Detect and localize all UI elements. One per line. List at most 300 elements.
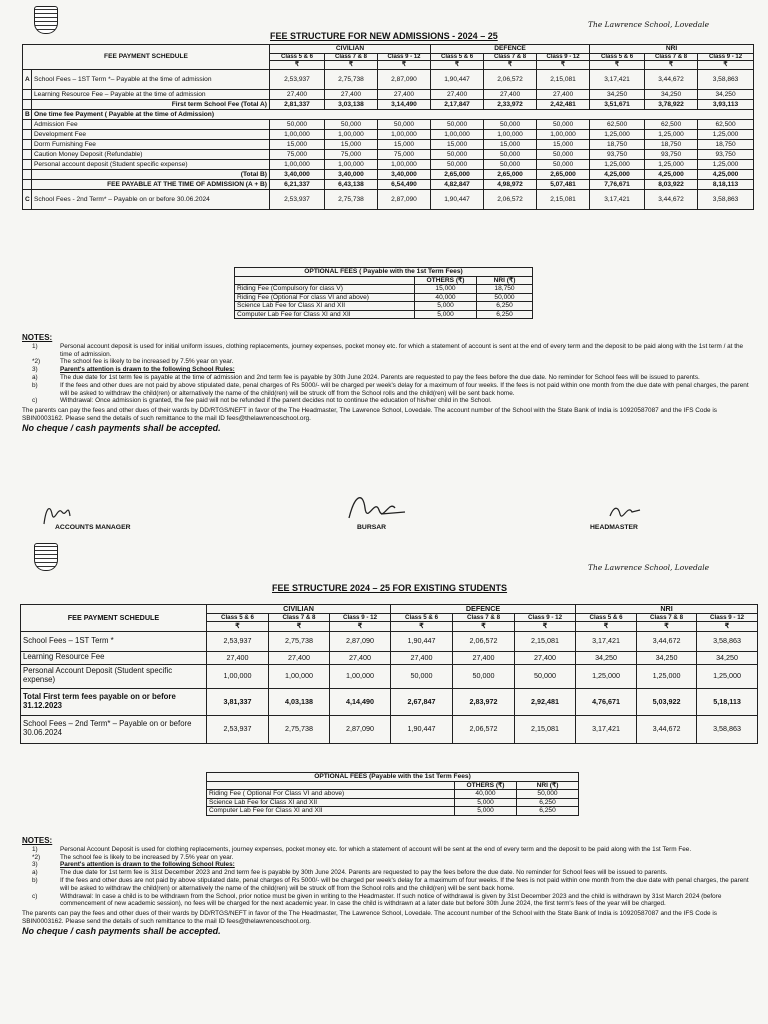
note-number: b): [32, 877, 38, 884]
class-header: Class 7 & 8: [645, 53, 698, 61]
fee-value: 3,44,672: [637, 715, 697, 743]
fee-value: 3,40,000: [325, 170, 378, 180]
fee-value: 27,400: [378, 90, 431, 100]
note-text: Parent's attention is drawn to the following School Rules:: [60, 366, 235, 374]
nri-header: NRI (₹): [517, 781, 579, 790]
optional-fee-row: [235, 285, 533, 294]
currency-cell: ₹: [431, 61, 484, 70]
optional-fee-label: Computer Lab Fee for Class XI and XII: [207, 807, 455, 816]
optional-fee-nri: 6,250: [477, 302, 533, 311]
class-header: Class 7 & 8: [269, 614, 330, 622]
currency-cell: ₹: [537, 61, 590, 70]
optional-blank: [235, 276, 415, 285]
currency-cell: ₹: [207, 622, 269, 631]
fee-value: 50,000: [378, 120, 431, 130]
optional-fee-others: 40,000: [415, 293, 477, 302]
row-marker: [23, 130, 32, 140]
note-item: [22, 382, 752, 398]
note-text: Withdrawal: Once admission is granted, the fee paid will not be refunded if the parent decides not to continue the education of his/her child in the School.: [60, 397, 492, 405]
fee-value: 1,90,447: [391, 715, 453, 743]
fee-value: 1,00,000: [330, 664, 391, 688]
optional-fee-label: Computer Lab Fee for Class XI and XII: [235, 310, 415, 319]
fee-value: 27,400: [269, 651, 330, 664]
row-marker: [23, 170, 32, 180]
row-label: Personal Account Deposit (Student specific expense): [21, 664, 207, 688]
schedule-header: FEE PAYMENT SCHEDULE: [23, 45, 270, 70]
fee-value: 2,75,738: [269, 715, 330, 743]
fee-row: [23, 150, 754, 160]
fee-value: 62,500: [698, 120, 754, 130]
fee-row: [23, 70, 754, 90]
existing-students-notes: [22, 836, 752, 937]
row-label: Caution Money Deposit (Refundable): [32, 150, 270, 160]
fee-value: 15,000: [270, 140, 325, 150]
headmaster-signature: [606, 500, 646, 522]
fee-row: [23, 120, 754, 130]
fee-value: 1,00,000: [537, 130, 590, 140]
fee-value: 1,00,000: [484, 130, 537, 140]
fee-value: 62,500: [590, 120, 645, 130]
fee-value: 3,44,672: [645, 70, 698, 90]
fee-value: 5,07,481: [537, 180, 590, 190]
currency-cell: ₹: [269, 622, 330, 631]
note-number: b): [32, 381, 38, 389]
new-admissions-optional-fees-table: [234, 267, 533, 319]
fee-value: 27,400: [325, 90, 378, 100]
note-item: [22, 877, 752, 893]
fee-value: 3,17,421: [576, 631, 637, 651]
fee-value: 4,25,000: [698, 170, 754, 180]
fee-value: 3,78,922: [645, 100, 698, 110]
row-marker: [23, 90, 32, 100]
headmaster-label: HEADMASTER: [590, 524, 638, 531]
note-item: [22, 854, 752, 862]
fee-value: 1,00,000: [325, 130, 378, 140]
fee-value: 1,25,000: [698, 130, 754, 140]
row-marker: [23, 150, 32, 160]
fee-value: 2,06,572: [484, 70, 537, 90]
note-item: [22, 374, 752, 382]
fee-value: 3,44,672: [637, 631, 697, 651]
class-header: Class 7 & 8: [325, 53, 378, 61]
fee-value: 2,87,090: [378, 190, 431, 210]
fee-value: 1,25,000: [645, 160, 698, 170]
fee-row: [21, 715, 758, 743]
fee-row: [23, 140, 754, 150]
currency-cell: ₹: [645, 61, 698, 70]
fee-value: 2,33,972: [484, 100, 537, 110]
fee-value: 1,25,000: [698, 160, 754, 170]
note-item: [22, 343, 752, 359]
note-text: Parent's attention is drawn to the following School Rules:: [60, 861, 235, 869]
fee-value: 3,58,863: [697, 631, 758, 651]
fee-value: 3,14,490: [378, 100, 431, 110]
optional-fee-label: Riding Fee (Optional For class VI and above): [235, 293, 415, 302]
fee-value: 2,17,847: [431, 100, 484, 110]
fee-value: 2,53,937: [270, 70, 325, 90]
fee-row: [21, 688, 758, 715]
fee-value: 62,500: [645, 120, 698, 130]
fee-value: 3,93,113: [698, 100, 754, 110]
class-header: Class 7 & 8: [637, 614, 697, 622]
fee-value: 50,000: [537, 120, 590, 130]
fee-value: 1,00,000: [207, 664, 269, 688]
fee-value: 50,000: [515, 664, 576, 688]
currency-cell: ₹: [453, 622, 515, 631]
optional-fee-others: 15,000: [415, 285, 477, 294]
fee-value: 1,90,447: [431, 190, 484, 210]
fee-value: 5,18,113: [697, 688, 758, 715]
optional-fee-others: 5,000: [455, 798, 517, 807]
optional-fee-label: Riding Fee (Compulsory for class V): [235, 285, 415, 294]
new-admissions-title: FEE STRUCTURE FOR NEW ADMISSIONS - 2024 – 25: [270, 31, 498, 41]
optional-fee-row: [235, 310, 533, 319]
class-header: Class 5 & 6: [590, 53, 645, 61]
row-marker: [23, 120, 32, 130]
optional-fee-nri: 18,750: [477, 285, 533, 294]
fee-value: 34,250: [637, 651, 697, 664]
existing-students-fee-table: [20, 604, 758, 744]
class-header: Class 9 - 12: [515, 614, 576, 622]
note-text: If the fees and other dues are not paid by above stipulated date, penal charges of Rs 5000/- will be charged per week's delay for a maximum of four weeks. If the fees is not paid within one month from the due date with penal charges, the parent will be asked to withdraw the child(ren) or alternatively the name of the child(ren) will be struck off from the School rolls and the child(ren) will be sent back home.: [60, 877, 749, 892]
fee-value: 2,75,738: [325, 190, 378, 210]
fee-value: 2,15,081: [537, 70, 590, 90]
row-label: Admission Fee: [32, 120, 270, 130]
optional-fee-others: 40,000: [455, 790, 517, 799]
note-item: [22, 366, 752, 374]
fee-value: 2,06,572: [484, 190, 537, 210]
group-header: DEFENCE: [391, 605, 576, 614]
group-header: CIVILIAN: [270, 45, 431, 54]
fee-value: 34,250: [698, 90, 754, 100]
fee-value: 15,000: [484, 140, 537, 150]
row-label: One time fee Payment ( Payable at the time of Admission): [32, 110, 754, 120]
note-text: Withdrawal: In case a child is to be withdrawn from the School, prior notice must be given in writing to the Headmaster. If such notice of withdrawal is given by 31st December 2023 and the child is withdrawn by 31st March 2024 (before commencement of new academic session), no fees will be charged for the next academic year. In case the child is withdrawn at a later date but before 30th June 2024, the first term's fees of the year will be charged.: [60, 892, 722, 908]
fee-value: 2,15,081: [515, 715, 576, 743]
note-number: 3): [32, 366, 38, 374]
class-header: Class 7 & 8: [453, 614, 515, 622]
class-header: Class 5 & 6: [207, 614, 269, 622]
notes-heading: NOTES:: [22, 333, 53, 342]
fee-value: 27,400: [537, 90, 590, 100]
optional-fee-row: [207, 807, 579, 816]
currency-cell: ₹: [330, 622, 391, 631]
fee-value: 1,00,000: [325, 160, 378, 170]
optional-fee-label: Riding Fee ( Optional For Class VI and above): [207, 790, 455, 799]
fee-value: 4,25,000: [645, 170, 698, 180]
fee-value: 93,750: [645, 150, 698, 160]
currency-cell: ₹: [391, 622, 453, 631]
fee-value: 1,25,000: [590, 160, 645, 170]
fee-value: 1,25,000: [645, 130, 698, 140]
fee-value: 27,400: [207, 651, 269, 664]
school-name: The Lawrence School, Lovedale: [588, 20, 710, 29]
school-crest-logo-2: [34, 543, 58, 571]
nri-header: NRI (₹): [477, 276, 533, 285]
row-marker: [23, 160, 32, 170]
note-item: [22, 869, 752, 877]
no-cash-warning-2: No cheque / cash payments shall be accepted.: [22, 925, 221, 936]
optional-fee-nri: 50,000: [477, 293, 533, 302]
class-header: Class 7 & 8: [484, 53, 537, 61]
fee-value: 27,400: [453, 651, 515, 664]
note-number: *2): [32, 358, 41, 366]
optional-fee-row: [207, 790, 579, 799]
fee-value: 2,06,572: [453, 631, 515, 651]
currency-cell: ₹: [378, 61, 431, 70]
note-item: [22, 893, 752, 909]
payment-instructions-2: The parents can pay the fees and other dues of their wards by DD/RTGS/NEFT in favor of the The Headmaster, The Lawrence School, Lovedale. The account number of the School with the State Bank of India is 10920587087 and the IFS Code is SBIN0003162. Please send the details of such remittance to the mail ID fees@thelawrenceschool.org.: [22, 910, 717, 926]
fee-value: 18,750: [590, 140, 645, 150]
bursar-signature: [345, 490, 415, 524]
class-header: Class 5 & 6: [431, 53, 484, 61]
fee-value: 6,54,490: [378, 180, 431, 190]
group-header-row: [23, 45, 754, 54]
fee-value: 34,250: [697, 651, 758, 664]
row-label: Dorm Furnishing Fee: [32, 140, 270, 150]
currency-cell: ₹: [325, 61, 378, 70]
fee-value: 34,250: [576, 651, 637, 664]
row-label: FEE PAYABLE AT THE TIME OF ADMISSION (A + B): [32, 180, 270, 190]
fee-value: 8,03,922: [645, 180, 698, 190]
row-label: (Total B): [32, 170, 270, 180]
no-cash-warning: No cheque / cash payments shall be accepted.: [22, 422, 221, 433]
fee-value: 4,03,138: [269, 688, 330, 715]
optional-fees-title: OPTIONAL FEES ( Payable with the 1st Term Fees): [235, 268, 533, 277]
fee-value: 15,000: [378, 140, 431, 150]
fee-value: 18,750: [645, 140, 698, 150]
fee-value: 2,87,090: [330, 631, 391, 651]
bursar-label: BURSAR: [357, 524, 387, 531]
fee-row: [23, 130, 754, 140]
optional-fees-title: OPTIONAL FEES (Payable with the 1st Term Fees): [207, 773, 579, 782]
fee-value: 3,17,421: [576, 715, 637, 743]
row-label: School Fees - 2nd Term* – Payable on or before 30.06.2024: [32, 190, 270, 210]
fee-value: 15,000: [325, 140, 378, 150]
fee-value: 34,250: [645, 90, 698, 100]
schedule-header-2: FEE PAYMENT SCHEDULE: [21, 605, 207, 632]
note-item: [22, 861, 752, 869]
row-label: Total First term fees payable on or before 31.12.2023: [21, 688, 207, 715]
group-header: NRI: [576, 605, 758, 614]
note-item: [22, 358, 752, 366]
fee-value: 50,000: [537, 160, 590, 170]
note-item: [22, 846, 752, 854]
class-header: Class 5 & 6: [391, 614, 453, 622]
fee-value: 27,400: [330, 651, 391, 664]
fee-value: 27,400: [391, 651, 453, 664]
note-number: 1): [32, 342, 38, 350]
fee-value: 3,40,000: [270, 170, 325, 180]
fee-value: 50,000: [484, 120, 537, 130]
note-text: The school fee is likely to be increased by 7.5% year on year.: [60, 853, 234, 861]
fee-value: 2,81,337: [270, 100, 325, 110]
fee-value: 6,43,138: [325, 180, 378, 190]
note-item: [22, 397, 752, 405]
fee-value: 75,000: [325, 150, 378, 160]
optional-fee-others: 5,000: [415, 310, 477, 319]
fee-row: [21, 631, 758, 651]
optional-fee-others: 5,000: [415, 302, 477, 311]
fee-value: 27,400: [270, 90, 325, 100]
row-marker: B: [23, 110, 32, 120]
row-marker: C: [23, 190, 32, 210]
accounts-manager-label: ACCOUNTS MANAGER: [55, 524, 131, 531]
row-label: First term School Fee (Total A): [32, 100, 270, 110]
fee-value: 3,17,421: [590, 190, 645, 210]
fee-value: 2,53,937: [207, 715, 269, 743]
row-label: School Fees – 2nd Term* – Payable on or before 30.06.2024: [21, 715, 207, 743]
group-header: NRI: [590, 45, 754, 54]
note-number: c): [32, 397, 38, 405]
fee-value: 1,00,000: [270, 130, 325, 140]
row-marker: [23, 140, 32, 150]
class-header: Class 9 - 12: [698, 53, 754, 61]
optional-fee-nri: 6,250: [517, 807, 579, 816]
optional-fee-nri: 50,000: [517, 790, 579, 799]
fee-value: 27,400: [431, 90, 484, 100]
note-text: Personal Account Deposit is used for clothing replacements, journey expenses, pocket money etc. for which a statement of account will be sent at the end of every term and the deposit to be paid along with the 1st Term Fee.: [60, 845, 692, 853]
fee-value: 2,92,481: [515, 688, 576, 715]
fee-value: 50,000: [537, 150, 590, 160]
others-header: OTHERS (₹): [455, 781, 517, 790]
fee-value: 1,90,447: [431, 70, 484, 90]
fee-value: 3,58,863: [698, 70, 754, 90]
optional-fee-nri: 6,250: [517, 798, 579, 807]
note-text: If the fees and other dues are not paid by above stipulated date, penal charges of Rs 5000/- will be charged per week's delay for a maximum of four weeks. If the fees is not paid within one month from the due date with penal charges, the parent will be asked to withdraw the child(ren) or alternatively the name of the child(ren) will be struck off from the School rolls and the child(ren) will be sent back home.: [60, 381, 749, 397]
fee-value: 1,00,000: [378, 160, 431, 170]
fee-row: [23, 110, 754, 120]
fee-value: 3,51,671: [590, 100, 645, 110]
currency-cell: ₹: [697, 622, 758, 631]
fee-value: 1,00,000: [378, 130, 431, 140]
fee-value: 15,000: [431, 140, 484, 150]
fee-value: 3,40,000: [378, 170, 431, 180]
fee-value: 2,53,937: [270, 190, 325, 210]
fee-value: 2,15,081: [515, 631, 576, 651]
currency-cell: ₹: [515, 622, 576, 631]
fee-value: 7,76,671: [590, 180, 645, 190]
fee-value: 1,00,000: [270, 160, 325, 170]
new-admissions-fee-table: [22, 44, 754, 210]
fee-value: 50,000: [484, 160, 537, 170]
fee-value: 2,75,738: [269, 631, 330, 651]
notes-heading-2: NOTES:: [22, 836, 53, 845]
note-text: The school fee is likely to be increased by 7.5% year on year.: [60, 358, 234, 366]
fee-row: [23, 160, 754, 170]
row-label: Learning Resource Fee: [21, 651, 207, 664]
fee-value: 4,82,847: [431, 180, 484, 190]
row-label: Development Fee: [32, 130, 270, 140]
existing-students-title: FEE STRUCTURE 2024 – 25 FOR EXISTING STUDENTS: [272, 583, 508, 593]
fee-value: 1,90,447: [391, 631, 453, 651]
fee-value: 50,000: [484, 150, 537, 160]
group-header: CIVILIAN: [207, 605, 391, 614]
fee-value: 2,65,000: [537, 170, 590, 180]
optional-title-row: [207, 773, 579, 782]
fee-value: 50,000: [325, 120, 378, 130]
class-header: Class 5 & 6: [270, 53, 325, 61]
currency-cell: ₹: [590, 61, 645, 70]
optional-fee-row: [235, 302, 533, 311]
fee-value: 2,87,090: [378, 70, 431, 90]
optional-title-row: [235, 268, 533, 277]
class-header: Class 9 - 12: [330, 614, 391, 622]
new-admissions-notes: [22, 333, 752, 434]
fee-value: 50,000: [431, 120, 484, 130]
fee-value: 93,750: [698, 150, 754, 160]
fee-value: 34,250: [590, 90, 645, 100]
fee-value: 75,000: [378, 150, 431, 160]
fee-value: 4,98,972: [484, 180, 537, 190]
fee-value: 3,44,672: [645, 190, 698, 210]
fee-value: 2,83,972: [453, 688, 515, 715]
fee-value: 18,750: [698, 140, 754, 150]
fee-value: 3,17,421: [590, 70, 645, 90]
others-header: OTHERS (₹): [415, 276, 477, 285]
fee-value: 75,000: [270, 150, 325, 160]
fee-value: 2,06,572: [453, 715, 515, 743]
note-number: 1): [32, 845, 38, 853]
fee-value: 50,000: [391, 664, 453, 688]
optional-fee-label: Science Lab Fee for Class XI and XII: [235, 302, 415, 311]
row-label: Personal account deposit (Student specific expense): [32, 160, 270, 170]
row-label: Learning Resource Fee – Payable at the time of admission: [32, 90, 270, 100]
fee-value: 50,000: [453, 664, 515, 688]
row-marker: A: [23, 70, 32, 90]
fee-value: 4,76,671: [576, 688, 637, 715]
fee-value: 1,25,000: [590, 130, 645, 140]
note-number: a): [32, 869, 38, 877]
fee-value: 93,750: [590, 150, 645, 160]
fee-value: 3,58,863: [697, 715, 758, 743]
fee-value: 6,21,337: [270, 180, 325, 190]
fee-row: [23, 100, 754, 110]
class-header: Class 9 - 12: [697, 614, 758, 622]
fee-value: 2,65,000: [484, 170, 537, 180]
note-number: *2): [32, 853, 41, 861]
fee-value: 3,58,863: [698, 190, 754, 210]
school-name-2: The Lawrence School, Lovedale: [588, 563, 710, 572]
note-text: Personal account deposit is used for initial uniform issues, clothing replacements, journey expenses, pocket money etc. for which a statement of account is sent at the end of every term and the deposit to be paid along with the 1st term / at the time of admission.: [60, 342, 744, 358]
note-number: 3): [32, 861, 38, 869]
fee-value: 2,42,481: [537, 100, 590, 110]
fee-value: 27,400: [484, 90, 537, 100]
fee-value: 3,03,138: [325, 100, 378, 110]
optional-col-row: [207, 781, 579, 790]
class-header: Class 9 - 12: [378, 53, 431, 61]
class-header: Class 5 & 6: [576, 614, 637, 622]
fee-row: [21, 664, 758, 688]
fee-value: 2,65,000: [431, 170, 484, 180]
fee-value: 2,87,090: [330, 715, 391, 743]
payment-instructions: The parents can pay the fees and other dues of their wards by DD/RTGS/NEFT in favor of the The Headmaster, The Lawrence School, Lovedale. The account number of the School with the State Bank of India is 10920587087 and the IFS Code is SBIN0003162. Please send the details of such remittance to the mail ID fees@thelawrenceschool.org.: [22, 407, 717, 423]
row-label: School Fees – 1ST Term *– Payable at the time of admission: [32, 70, 270, 90]
row-label: School Fees – 1ST Term *: [21, 631, 207, 651]
optional-fee-row: [207, 798, 579, 807]
fee-value: 3,81,337: [207, 688, 269, 715]
optional-fee-nri: 6,250: [477, 310, 533, 319]
school-crest-logo: [34, 6, 58, 34]
optional-fee-label: Science Lab Fee for Class XI and XII: [207, 798, 455, 807]
optional-col-row: [235, 276, 533, 285]
fee-value: 50,000: [431, 160, 484, 170]
group-header: DEFENCE: [431, 45, 590, 54]
fee-value: 5,03,922: [637, 688, 697, 715]
fee-value: 2,75,738: [325, 70, 378, 90]
currency-cell: ₹: [576, 622, 637, 631]
fee-value: 1,00,000: [269, 664, 330, 688]
